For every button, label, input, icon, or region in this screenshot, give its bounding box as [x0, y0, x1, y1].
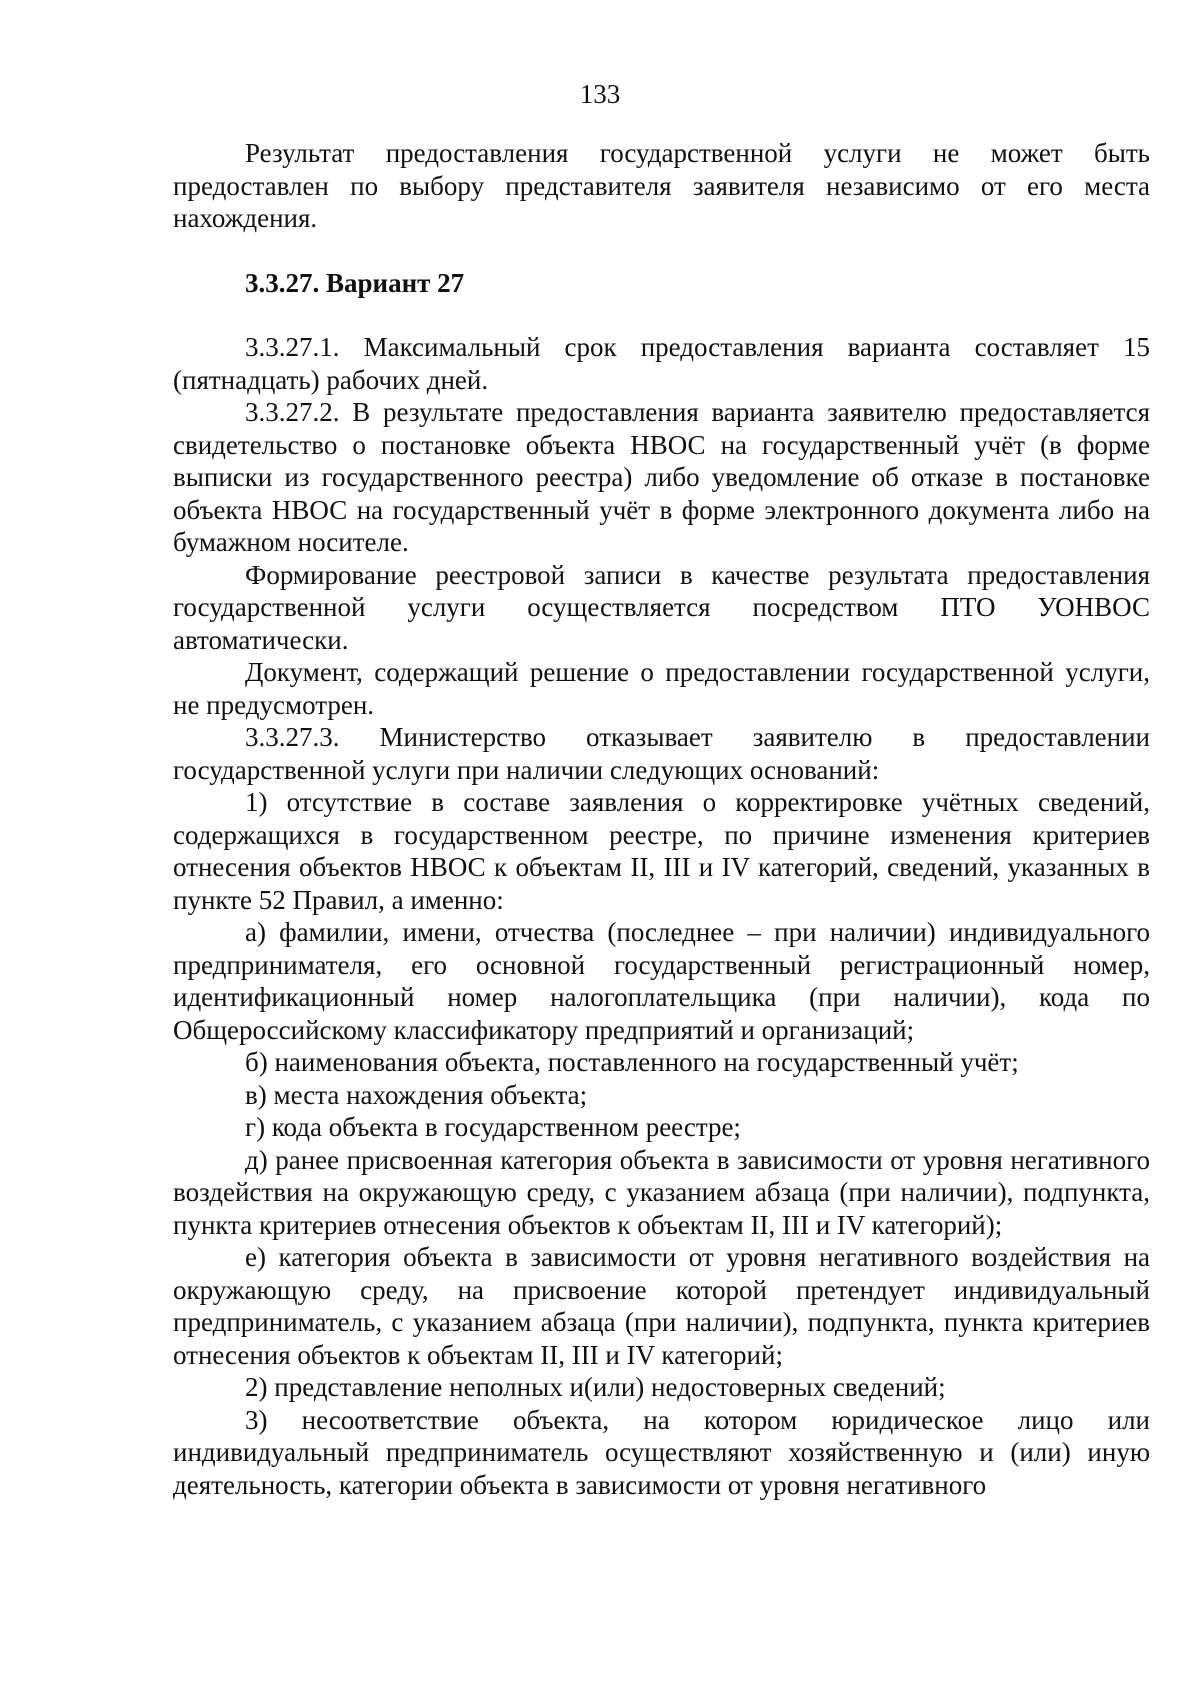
paragraph: Результат предоставления государственной услуги не может быть предоставлен по выбору представителя заявителя независимо от его места нахождения.: [173, 138, 1150, 233]
paragraph: Документ, содержащий решение о предоставлении государственной услуги, не предусмотрен.: [173, 657, 1150, 720]
list-item: а) фамилии, имени, отчества (последнее – при наличии) индивидуального предпринимателя, его основной государственный регистрационный номер, идентификационный номер налогоплательщика (при наличии), кода по Общероссийскому классификатору предприятий и организаций;: [173, 917, 1150, 1045]
list-item: д) ранее присвоенная категория объекта в зависимости от уровня негативного воздействия на окружающую среду, с указанием абзаца (при наличии), подпункта, пункта критериев отнесения объектов к объектам II, III и IV категорий);: [173, 1144, 1150, 1240]
list-item: 2) представление неполных и(или) недостоверных сведений;: [245, 1372, 946, 1402]
list-item: 1) отсутствие в составе заявления о корректировке учётных сведений, содержащихся в государственном реестре, по причине изменения критериев отнесения объектов НВОС к объектам II, III и IV категорий, сведений, указанных в пункте 52 Правил, а именно:: [173, 787, 1150, 915]
document-body: [173, 137, 1150, 1501]
paragraph: 3.3.27.2. В результате предоставления варианта заявителю предоставляется свидетельство о постановке объекта НВОС на государственный учёт (в форме выписки из государственного реестра) либо уведомление об отказе в постановке объекта НВОС на государственный учёт в форме электронного документа либо на бумажном носителе.: [173, 397, 1150, 557]
list-item: 3) несоответствие объекта, на котором юридическое лицо или индивидуальный предприниматель осуществляют хозяйственную и (или) иную деятельность, категории объекта в зависимости от уровня негативного: [173, 1404, 1150, 1500]
paragraph: 3.3.27.1. Максимальный срок предоставления варианта составляет 15 (пятнадцать) рабочих дней.: [173, 332, 1150, 395]
page-number: 133: [579, 79, 621, 109]
paragraph: 3.3.27.3. Министерство отказывает заявителю в предоставлении государственной услуги при наличии следующих оснований:: [173, 722, 1150, 785]
list-item: г) кода объекта в государственном реестре;: [245, 1112, 741, 1142]
list-item: е) категория объекта в зависимости от уровня негативного воздействия на окружающую среду, на присвоение которой претендует индивидуальный предприниматель, с указанием абзаца (при наличии), подпункта, пункта критериев отнесения объектов к объектам II, III и IV категорий;: [173, 1242, 1150, 1370]
paragraph: Формирование реестровой записи в качестве результата предоставления государственной услуги осуществляется посредством ПТО УОНВОС автоматически.: [173, 559, 1150, 655]
section-heading: 3.3.27. Вариант 27: [245, 267, 465, 298]
list-item: б) наименования объекта, поставленного на государственный учёт;: [245, 1047, 1019, 1077]
list-item: в) места нахождения объекта;: [245, 1079, 588, 1110]
